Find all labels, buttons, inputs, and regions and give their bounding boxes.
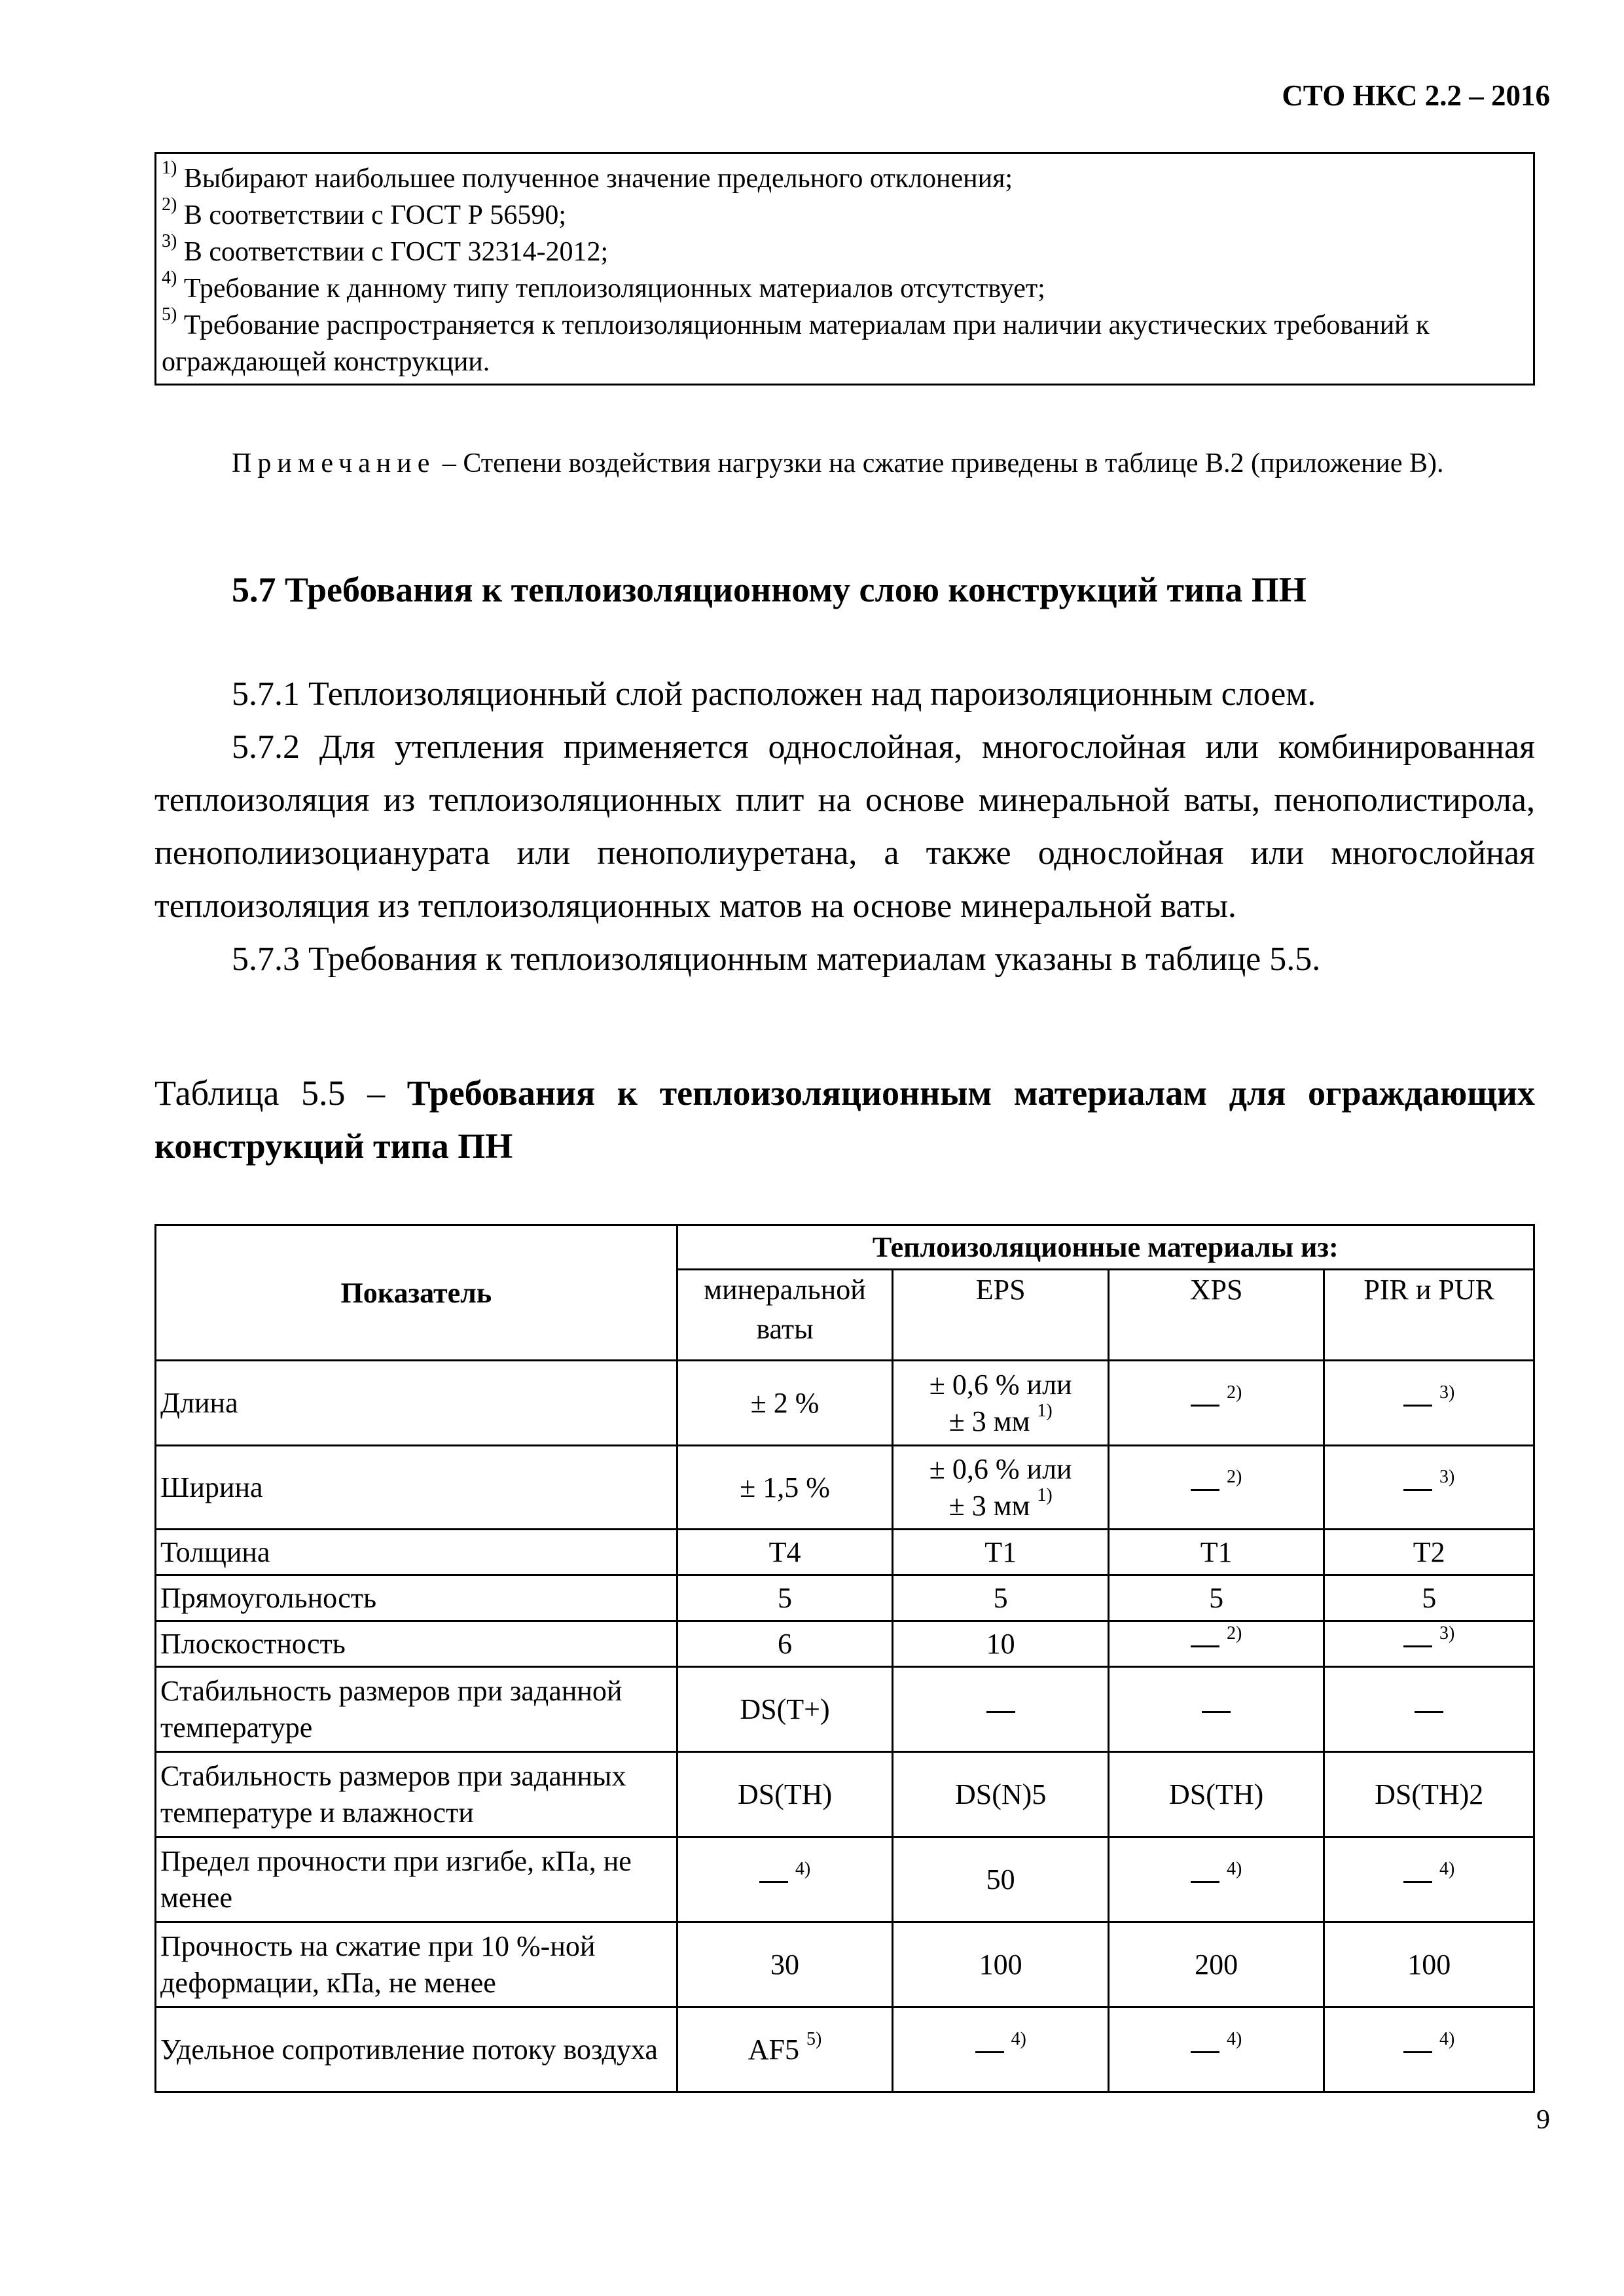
table-cell: [1324, 1575, 1534, 1621]
cell-value: T2: [1413, 1536, 1445, 1568]
paragraph-5-7-2: 5.7.2 Для утепления применяется однослойная, многослойная или комбинированная теплоизоляция из теплоизоляционных плит на основе минеральной ваты, пенополистирола, пенополиизоцианурата или пенополиуретана, а также однослойная или многослойная теплоизоляция из теплоизоляционных матов на основе минеральной ваты.: [154, 728, 1535, 925]
paragraph-5-7-1: 5.7.1 Теплоизоляционный слой расположен над пароизоляционным слоем.: [232, 675, 1316, 713]
section-body: [154, 668, 1535, 986]
table-cell: [1324, 1752, 1534, 1837]
table-row: [156, 1837, 1534, 1922]
table-cell: [1324, 1837, 1534, 1922]
table-cell: [677, 1530, 893, 1575]
table-caption-prefix: Таблица 5.5 –: [154, 1073, 407, 1113]
table-cell: [677, 1575, 893, 1621]
dash-mark: [1403, 1645, 1432, 1647]
row-label: Предел прочности при изгибе, кПа, не менее: [156, 1837, 677, 1922]
row-label: Ширина: [156, 1446, 677, 1530]
note: [154, 439, 1535, 488]
dash-mark: [1403, 1881, 1432, 1883]
indicator-header: Показатель: [156, 1225, 677, 1361]
footnote-ref: 2): [1226, 1623, 1242, 1644]
footnote-ref: 1): [1037, 1484, 1053, 1505]
table-row: [156, 1575, 1534, 1621]
dash-mark: [1415, 1711, 1443, 1713]
cell-value: 5: [778, 1582, 793, 1614]
table-cell: [1108, 1667, 1324, 1752]
cell-value: T4: [768, 1536, 801, 1568]
dash-mark: [759, 1881, 788, 1883]
cell-value: DS(T+): [740, 1693, 830, 1725]
page-number: 9: [1536, 2105, 1550, 2135]
table-cell: [1324, 1361, 1534, 1446]
cell-value: DS(TH): [737, 1778, 833, 1810]
table-cell: [1108, 1752, 1324, 1837]
footnote-1: $^{1)}$ Выбирают наибольшее полученное значение предельного отклонения;: [162, 158, 1013, 194]
footnote-3: $^{3)}$ В соответствии с ГОСТ 32314-2012;: [162, 231, 609, 267]
cell-value: 100: [979, 1948, 1022, 1981]
dash-mark: [1191, 1645, 1219, 1647]
table-row: [156, 1361, 1534, 1446]
cell-value: 5: [993, 1582, 1008, 1614]
cell-value: ± 0,6 % или: [929, 1368, 1072, 1401]
footnote-ref: 3): [1439, 1467, 1455, 1488]
table-cell: [1324, 1530, 1534, 1575]
dash-mark: [986, 1711, 1015, 1713]
paragraph-5-7-3: 5.7.3 Требования к теплоизоляционным материалам указаны в таблице 5.5.: [232, 941, 1321, 978]
footnote-4: $^{4)}$ Требование к данному типу теплоизоляционных материалов отсутствует;: [162, 268, 1045, 304]
footnote-ref: 3): [1439, 1623, 1455, 1644]
dash-mark: [1191, 1405, 1219, 1407]
table-cell: [893, 1575, 1108, 1621]
cell-value: 30: [770, 1948, 800, 1981]
table-cell: [1108, 1530, 1324, 1575]
table-cell: [1108, 1621, 1324, 1667]
section-title: 5.7 Требования к теплоизоляционному слою конструкций типа ПН: [232, 570, 1307, 609]
dash-mark: [1191, 1489, 1219, 1491]
table-cell: [677, 2007, 893, 2092]
table-row: [156, 1922, 1534, 2007]
cell-value: AF5: [748, 2034, 799, 2066]
cell-value: 10: [986, 1628, 1015, 1660]
cell-value: ± 2 %: [750, 1387, 820, 1419]
cell-value-line2: ± 3 мм: [948, 1405, 1030, 1437]
row-label: Удельное сопротивление потоку воздуха: [156, 2007, 677, 2092]
cell-value: T1: [1200, 1536, 1233, 1568]
table-cell: [893, 1361, 1108, 1446]
dash-mark: [1191, 2051, 1219, 2053]
table-cell: [677, 1446, 893, 1530]
table-cell: [1324, 1446, 1534, 1530]
table-cell: [677, 1667, 893, 1752]
table-row: [156, 1446, 1534, 1530]
column-header-eps: EPS: [893, 1270, 1108, 1361]
footnote-ref: 4): [795, 1859, 811, 1880]
row-label: Плоскостность: [156, 1621, 677, 1667]
table-cell: [677, 1621, 893, 1667]
cell-value: 200: [1195, 1948, 1238, 1981]
footnote-5: $^{5)}$ Требование распространяется к теплоизоляционным материалам при наличии акустических требований к ограждающей конструкции.: [162, 304, 1430, 377]
footnote-ref: 1): [1037, 1400, 1053, 1421]
table-cell: [893, 1837, 1108, 1922]
cell-value: DS(TH)2: [1375, 1778, 1484, 1810]
footnote-ref: 5): [806, 2029, 822, 2050]
table-cell: [1324, 2007, 1534, 2092]
footnote-2: $^{2)}$ В соответствии с ГОСТ Р 56590;: [162, 194, 567, 230]
table-cell: [893, 1621, 1108, 1667]
dash-mark: [975, 2051, 1004, 2053]
table-row: [156, 1621, 1534, 1667]
column-header-mineral-wool: минеральной ваты: [677, 1270, 893, 1361]
table-cell: [1108, 1361, 1324, 1446]
cell-value: DS(N)5: [955, 1778, 1047, 1810]
row-label: Прямоугольность: [156, 1575, 677, 1621]
table-cell: [1108, 1837, 1324, 1922]
requirements-table: [154, 1224, 1535, 2093]
table-row: [156, 1667, 1534, 1752]
table-cell: [677, 1361, 893, 1446]
dash-mark: [1202, 1711, 1231, 1713]
table-cell: [677, 1837, 893, 1922]
table-row: [156, 2007, 1534, 2092]
dash-mark: [1403, 1489, 1432, 1491]
cell-value: 5: [1422, 1582, 1437, 1614]
note-text: – Степени воздействия нагрузки на сжатие приведены в таблице В.2 (приложение В).: [435, 448, 1444, 478]
cell-value: DS(TH): [1169, 1778, 1264, 1810]
table-row: [156, 1752, 1534, 1837]
column-header-xps: XPS: [1108, 1270, 1324, 1361]
table-cell: [1108, 1922, 1324, 2007]
footnote-ref: 4): [1439, 1859, 1455, 1880]
table-cell: [893, 2007, 1108, 2092]
footnotes-box: [154, 152, 1535, 386]
table-cell: [1108, 1446, 1324, 1530]
table-cell: [893, 1446, 1108, 1530]
dash-mark: [1191, 1881, 1219, 1883]
table-cell: [1324, 1667, 1534, 1752]
footnote-ref: 4): [1011, 2029, 1026, 2050]
footnote-ref: 2): [1226, 1467, 1242, 1488]
table-cell: [893, 1530, 1108, 1575]
cell-value: 6: [778, 1628, 793, 1660]
row-label: Прочность на сжатие при 10 %-ной деформации, кПа, не менее: [156, 1922, 677, 2007]
table-cell: [1108, 2007, 1324, 2092]
cell-value: T1: [984, 1536, 1017, 1568]
table-cell: [893, 1922, 1108, 2007]
table-cell: [893, 1667, 1108, 1752]
cell-value-line2: ± 3 мм: [948, 1489, 1030, 1522]
table-cell: [1108, 1575, 1324, 1621]
materials-group-header: Теплоизоляционные материалы из:: [677, 1225, 1534, 1270]
table-cell: [1324, 1922, 1534, 2007]
table-cell: [1324, 1621, 1534, 1667]
cell-value: 100: [1407, 1948, 1451, 1981]
cell-value: ± 1,5 %: [740, 1471, 830, 1503]
row-label: Длина: [156, 1361, 677, 1446]
cell-value: 5: [1209, 1582, 1224, 1614]
column-header-pir-pur: PIR и PUR: [1324, 1270, 1534, 1361]
table-row: [156, 1530, 1534, 1575]
document-code: СТО НКС 2.2 – 2016: [1282, 79, 1550, 112]
footnote-ref: 4): [1226, 1859, 1242, 1880]
dash-mark: [1403, 2051, 1432, 2053]
footnote-ref: 4): [1439, 2029, 1455, 2050]
cell-value: ± 0,6 % или: [929, 1452, 1072, 1485]
footnote-ref: 3): [1439, 1382, 1455, 1403]
table-caption: [154, 1067, 1535, 1173]
table-cell: [677, 1922, 893, 2007]
footnote-ref: 2): [1226, 1382, 1242, 1403]
row-label: Стабильность размеров при заданных температуре и влажности: [156, 1752, 677, 1837]
table-cell: [893, 1752, 1108, 1837]
dash-mark: [1403, 1405, 1432, 1407]
footnote-ref: 4): [1226, 2029, 1242, 2050]
row-label: Толщина: [156, 1530, 677, 1575]
table-caption-title: Требования к теплоизоляционным материалам для ограждающих конструкций типа ПН: [154, 1073, 1535, 1166]
table-cell: [677, 1752, 893, 1837]
cell-value: 50: [986, 1863, 1015, 1895]
note-label: Примечание: [232, 448, 436, 478]
row-label: Стабильность размеров при заданной температуре: [156, 1667, 677, 1752]
